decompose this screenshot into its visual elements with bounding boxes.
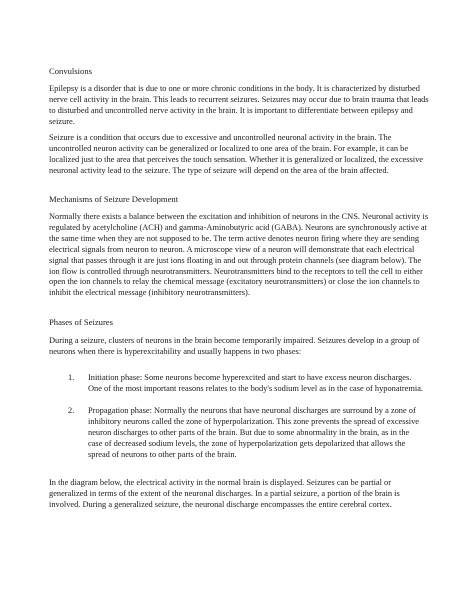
list-text: Propagation phase: Normally the neurons that have neuronal discharges are surround by a zone of inhibitory neurons called the zone of hyperpolarization. This zone prevents the spread of excessive neuron discharges to other parts of the brain. But due to some abnormality in the brain, as in the case of decreased sodium levels, the zone of hyperpolarization gets depolarized that allows the spread of neurons to other parts of the brain. (88, 406, 420, 459)
paragraph-phases-intro: During a seizure, clusters of neurons in the brain become temporarily impaired. Seizures develop in a group of neurons when there is hyperexcitability and usually happens in two phases: (49, 336, 420, 356)
paragraph-epilepsy: Epilepsy is a disorder that is due to one or more chronic conditions in the body. It is characterized by disturbed nerve cell activity in the brain. This leads to recurrent seizures. Seizures may occur due to brain trauma that leads to disturbed and uncontrolled nerve activity in the brain. It is important to differentiate between epilepsy and seizure. (49, 84, 429, 126)
paragraph-mechanisms: Normally there exists a balance between the excitation and inhibition of neurons in the CNS. Neuronal activity is regulated by acetylcholine (ACH) and gamma-Aminobutyric acid (GABA). Neurons are synchronously active at the same time when they are not supposed to be. The term active denotes neuron firing where they are sending electrical signals from neuron to neuron. A microscope view of a neuron will demonstrate that each electrical signal that passes through it are just ions floating in and out through protein channels (see diagram below). The ion flow is controlled through neurotransmitters. Neurotransmitters bind to the receptors to tell the cell to either open the ion channels to relay the chemical message (excitatory neurotransmitters) or close the ion channels to inhibit the electrical message (inhibitory neurotransmitters). (49, 212, 429, 298)
heading-mechanisms: Mechanisms of Seizure Development (49, 194, 179, 204)
paragraph-diagram-intro: In the diagram below, the electrical activity in the normal brain is displayed. Seizures can be partial or generalized in terms of the extent of the neuronal discharges. In a partial seizure, a portion of the brain is involved. During a generalized seizure, the neuronal discharge encompasses the entire cerebral cortex. (49, 478, 400, 509)
document-title: Convulsions (49, 66, 92, 76)
list-number: 1. (68, 373, 75, 382)
list-number: 2. (68, 406, 75, 415)
list-text: Initiation phase: Some neurons become hyperexcited and start to have excess neuron discharges. One of the most important reasons relates to the body's sodium level as in the case of hyponatremia. (88, 373, 424, 393)
heading-phases: Phases of Seizures (49, 317, 113, 327)
paragraph-seizure: Seizure is a condition that occurs due to excessive and uncontrolled neuronal activity in the brain. The uncontrolled neuron activity can be generalized or localized to one area of the brain. For example, it can be localized just to the area that perceives the touch sensation. Whether it is generalized or localized, the excessive neuronal activity lead to the seizure. The type of seizure will depend on the area of the brain affected. (49, 133, 424, 175)
